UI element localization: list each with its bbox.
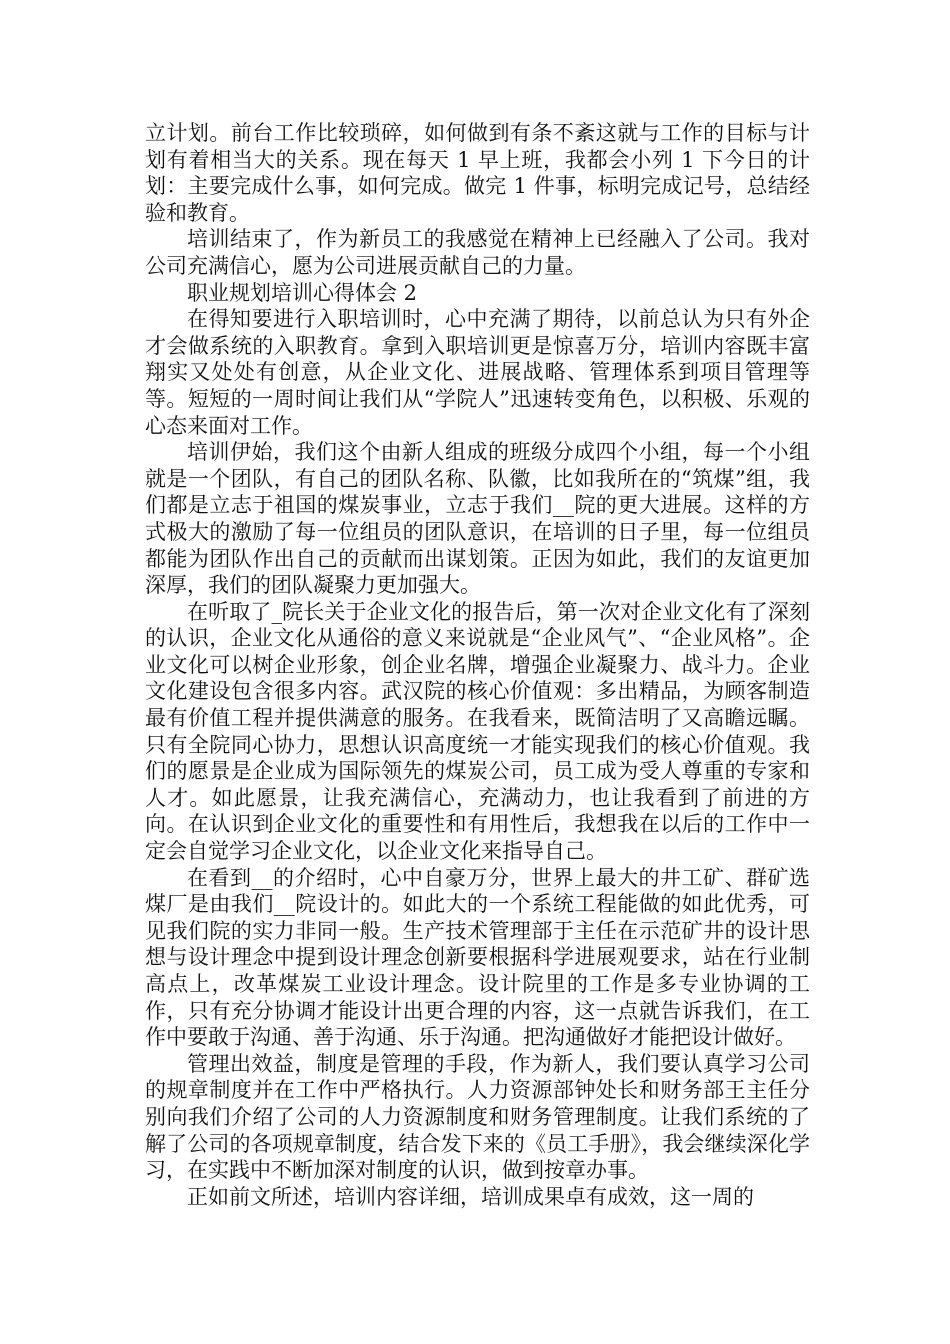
paragraph-conclusion: 正如前文所述，培训内容详细，培训成果卓有成效，这一周的 xyxy=(187,1184,754,1209)
paragraph-management: 管理出效益，制度是管理的手段，作为新人，我们要认真学习公司的规章制度并在工作中严格执行。人力资源部钟处长和财务部王主任分别向我们介绍了公司的人力资源制度和财务管理制度。让我们系统的了解了公司的各项规章制度，结合发下来的《员工手册》，我会继续深化学习，在实践中不断加深对制度的认识，做到按章办事。 xyxy=(145,1051,810,1183)
document-body xyxy=(145,120,810,1210)
paragraph-continuation: 立计划。前台工作比较琐碎，如何做到有条不紊这就与工作的目标与计划有着相当大的关系。现在每天 1 早上班，我都会小列 1 下今日的计划：主要完成什么事，如何完成。做完 1 件事，标明完成记号，总结经验和教育。 xyxy=(145,121,810,225)
section-title: 职业规划培训心得体会 2 xyxy=(187,280,418,305)
paragraph-introduction: 在看到__的介绍时，心中自豪万分，世界上最大的井工矿、群矿选煤厂是由我们__院设计的。如此大的一个系统工程能做的如此优秀，可见我们院的实力非同一般。生产技术管理部于主任在示范矿井的设计思想与设计理念中提到设计理念创新要根据科学进展观要求，站在行业制高点上，改革煤炭工业设计理念。设计院里的工作是多专业协调的工作，只有充分协调才能设计出更合理的内容，这一点就告诉我们，在工作中要敢于沟通、善于沟通、乐于沟通。把沟通做好才能把设计做好。 xyxy=(145,865,810,1050)
paragraph-training-end: 培训结束了，作为新员工的我感觉在精神上已经融入了公司。我对公司充满信心，愿为公司进展贡献自己的力量。 xyxy=(145,227,810,278)
paragraph-team: 培训伊始，我们这个由新人组成的班级分成四个小组，每一个小组就是一个团队，有自己的团队名称、队徽，比如我所在的“筑煤”组，我们都是立志于祖国的煤炭事业，立志于我们__院的更大进展。这样的方式极大的激励了每一位组员的团队意识，在培训的日子里，每一位组员都能为团队作出自己的贡献而出谋划策。正因为如此，我们的友谊更加深厚，我们的团队凝聚力更加强大。 xyxy=(145,440,810,598)
paragraph-expectation: 在得知要进行入职培训时，心中充满了期待，以前总认为只有外企才会做系统的入职教育。拿到入职培训更是惊喜万分，培训内容既丰富翔实又处处有创意，从企业文化、进展战略、管理体系到项目管理等等。短短的一周时间让我们从“学院人”迅速转变角色，以积极、乐观的心态来面对工作。 xyxy=(145,307,810,438)
paragraph-culture: 在听取了_院长关于企业文化的报告后，第一次对企业文化有了深刻的认识，企业文化从通俗的意义来说就是“企业风气”、“企业风格”。企业文化可以树企业形象，创企业名牌，增强企业凝聚力、战斗力。企业文化建设包含很多内容。武汉院的核心价值观：多出精品，为顾客制造最有价值工程并提供满意的服务。在我看来，既简洁明了又高瞻远瞩。只有全院同心协力，思想认识高度统一才能实现我们的核心价值观。我们的愿景是企业成为国际领先的煤炭公司，员工成为受人尊重的专家和人才。如此愿景，让我充满信心，充满动力，也让我看到了前进的方向。在认识到企业文化的重要性和有用性后，我想我在以后的工作中一定会自觉学习企业文化，以企业文化来指导自己。 xyxy=(145,599,810,864)
